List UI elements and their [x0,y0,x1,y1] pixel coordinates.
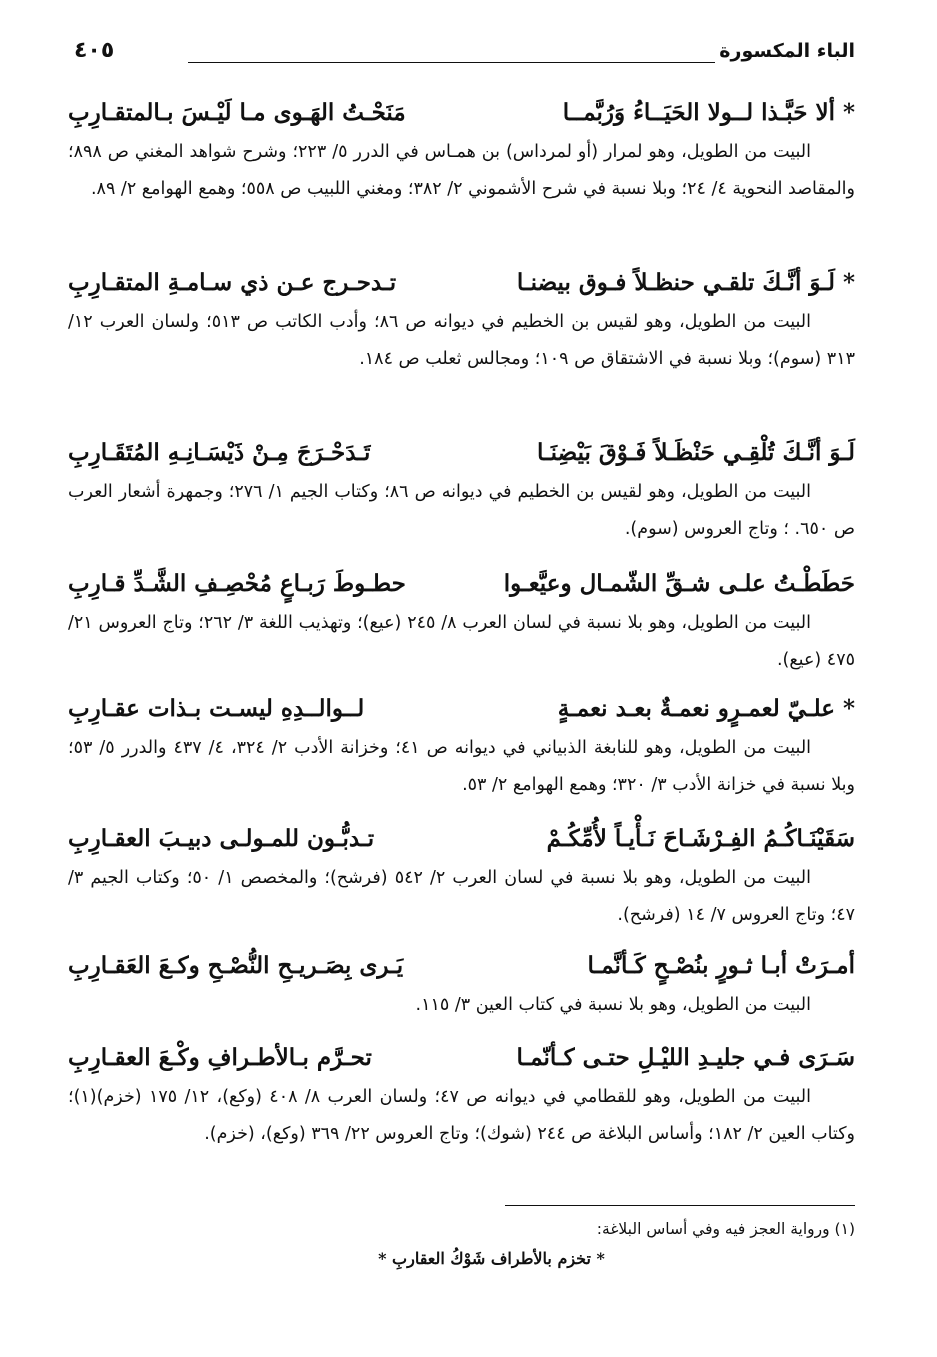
verse-first-hemistich: * لَـوَ أنَّـكَ تلقـي حنظـلاً فـوق بيضنـا [516,269,855,296]
verse-line [68,92,855,134]
page-header [68,38,855,78]
page-number: ٤٠٥ [74,38,115,63]
verse-commentary: البيت من الطويل، وهو لمرار (أو لمرداس) بن همـاس في الدرر ٥/ ٢٢٣؛ وشرح شواهد المغني ص ٨٩٨؛ والمقاصد النحوية ٤/ ٢٤؛ وبلا نسبة في شرح الأشموني ٢/ ٣٨٢؛ ومغني اللبيب ص ٥٥٨؛ وهمع الهوامع ٢/ ٨٩. [68,142,855,199]
poetry-entry [68,92,855,208]
footnote-text: (١) ورواية العجز فيه وفي أساس البلاغة: [596,1220,855,1238]
verse-first-hemistich: سَـرَى فـي جليـدِ الليْـلِ حتـى كـأنّمـا [516,1044,855,1071]
verse-first-hemistich: * علـيّ لعمـرٍو نعمـةٌ بعـد نعمـةٍ [557,695,855,722]
verse-first-hemistich: * ألا حَبَّـذا لــولا الحَيَــاءُ وَرُبَّمــا [562,99,855,126]
verse-line [68,432,855,474]
footnote-verse: * تخزم بالأطراف شَوْكُ العقاربِ * [378,1249,605,1268]
verse-second-hemistich: يَـرى بِصَـريـحِ النُّصْـحِ وكـعَ العَقـارِبِ [68,952,404,979]
verse-commentary: البيت من الطويل، وهو بلا نسبة في لسان العرب ٢/ ٥٤٢ (فرشح)؛ والمخصص ١/ ٥٠؛ وكتاب الجيم ٣/ ٤٧؛ وتاج العروس ٧/ ١٤ (فرشح). [68,868,855,925]
verse-first-hemistich: لَـوَ أنَّـكَ تُلْقِـي حَنْظَـلاً فَـوْقَ بَيْضِنَـا [536,439,855,466]
verse-first-hemistich: حَطَطْـتُ علـى شـقِّ الشّمـال وعيَّعـوا [503,570,855,597]
verse-commentary: البيت من الطويل، وهو للقطامي في ديوانه ص ٤٧؛ ولسان العرب ٨/ ٤٠٨ (وكع)، ١٢/ ١٧٥ (خزم)(١)؛ وكتاب العين ٢/ ١٨٢؛ وأساس البلاغة ص ٢٤٤ (شوك)؛ وتاج العروس ٢٢/ ٣٦٩ (وكع)، (خزم). [68,1087,855,1144]
verse-second-hemistich: حطـوطَ رَبـاعٍ مُحْصِـفِ الشَّـدِّ قـارِبِ [68,570,406,597]
verse-line [68,1037,855,1079]
poetry-entry [68,945,855,1024]
poetry-entry [68,432,855,548]
running-title: الباء المكسورة [719,40,855,62]
verse-second-hemistich: تحـرَّم بـالأطـرافِ وكْـعَ العقـارِبِ [68,1044,372,1071]
verse-first-hemistich: أمـرَتْ أبـا ثـورٍ بنُصْـحٍ كَـأنَّمـا [587,952,855,979]
verse-line [68,688,855,730]
verse-commentary: البيت من الطويل، وهو للنابغة الذبياني في ديوانه ص ٤١؛ وخزانة الأدب ٢/ ٣٢٤، ٤/ ٤٣٧ والدرر ٥/ ٥٣؛ وبلا نسبة في خزانة الأدب ٣/ ٣٢٠؛ وهمع الهوامع ٢/ ٥٣. [68,738,855,795]
book-page [68,0,855,1357]
verse-first-hemistich: سَقَيْنَـاكُـمُ الفِـرْشَـاحَ نَـأْيـاً لأُمِّكُـمْ [546,825,855,852]
poetry-entry [68,688,855,804]
poetry-entry [68,1037,855,1153]
verse-line [68,262,855,304]
verse-line [68,945,855,987]
verse-commentary: البيت من الطويل، وهو بلا نسبة في لسان العرب ٨/ ٢٤٥ (عيع)؛ وتهذيب اللغة ٣/ ٢٦٢؛ وتاج العروس ٢١/ ٤٧٥ (عيع). [68,613,855,670]
verse-commentary: البيت من الطويل، وهو لقيس بن الخطيم في ديوانه ص ٨٦؛ وكتاب الجيم ١/ ٢٧٦؛ وجمهرة أشعار العرب ص ٦٥٠. ؛ وتاج العروس (سوم). [68,482,855,539]
verse-second-hemistich: تَـدَحْـرَجَ مِـنْ ذَيْسَـانِـهِ المُتَقَـارِبِ [68,439,371,466]
verse-line [68,563,855,605]
footnotes [68,1205,855,1274]
poetry-entry [68,262,855,378]
poetry-entry [68,818,855,934]
verse-commentary: البيت من الطويل، وهو بلا نسبة في كتاب العين ٣/ ١١٥. [415,995,811,1015]
verse-second-hemistich: مَنَحْـتُ الهَـوى مـا لَيْـسَ بـالمتقـارِبِ [68,99,406,126]
verse-second-hemistich: تـدحـرج عـن ذي سـامـةِ المتقـارِبِ [68,269,397,296]
verse-commentary: البيت من الطويل، وهو لقيس بن الخطيم في ديوانه ص ٨٦؛ وأدب الكاتب ص ٥١٣؛ ولسان العرب ١٢/ ٣١٣ (سوم)؛ وبلا نسبة في الاشتقاق ص ١٠٩؛ ومجالس ثعلب ص ١٨٤. [68,312,855,369]
verse-second-hemistich: تـدبُّـون للمـولـى دبيـبَ العقـارِبِ [68,825,375,852]
poetry-entry [68,563,855,679]
verse-second-hemistich: لــوالــدِهِ ليسـت بـذات عقـارِبِ [68,695,365,722]
header-rule [188,62,715,63]
verse-line [68,818,855,860]
footnote-rule [505,1205,855,1206]
